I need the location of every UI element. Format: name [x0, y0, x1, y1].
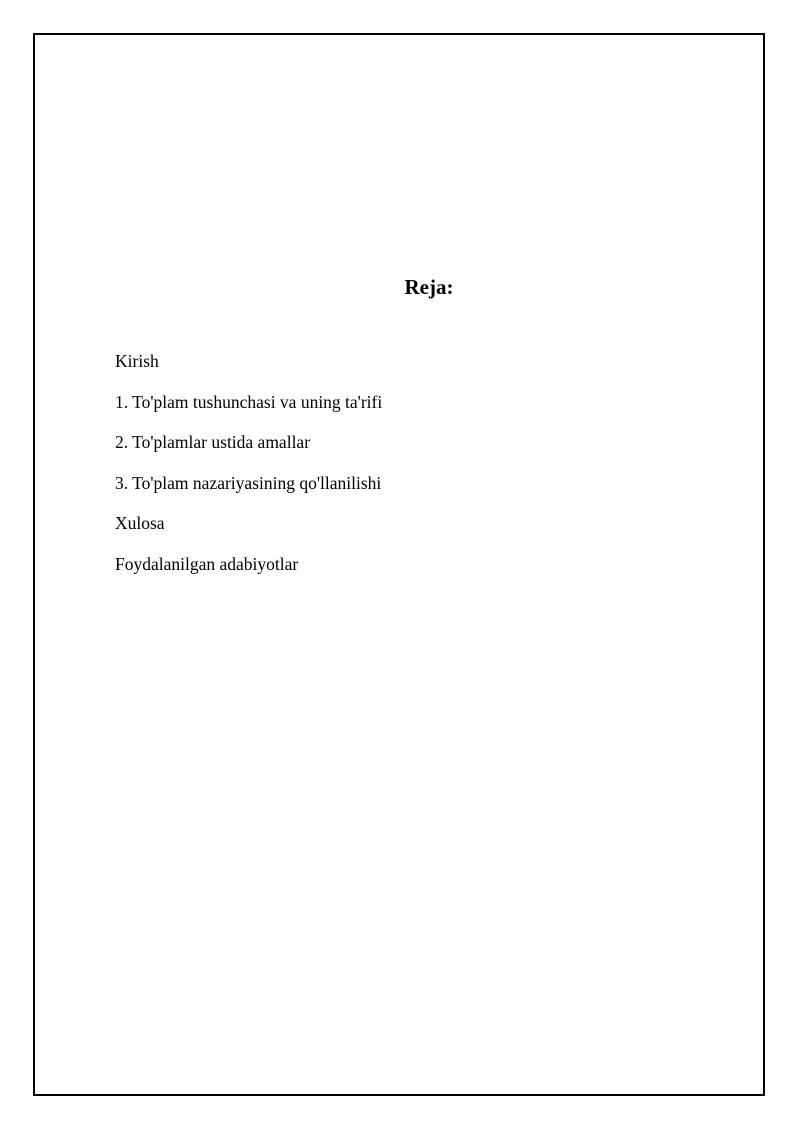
- toc-item-introduction: Kirish: [115, 351, 159, 371]
- table-of-contents: [115, 350, 382, 594]
- toc-item-references: Foydalanilgan adabiyotlar: [115, 553, 299, 574]
- toc-item-conclusion: Xulosa: [115, 513, 165, 534]
- toc-item-section-1: 1. To'plam tushunchasi va uning ta'rifi: [115, 391, 383, 412]
- page-title: Reja:: [404, 275, 454, 299]
- toc-item-section-3: 3. To'plam nazariyasining qo'llanilishi: [115, 472, 382, 493]
- toc-item-section-2: 2. To'plamlar ustida amallar: [115, 432, 311, 453]
